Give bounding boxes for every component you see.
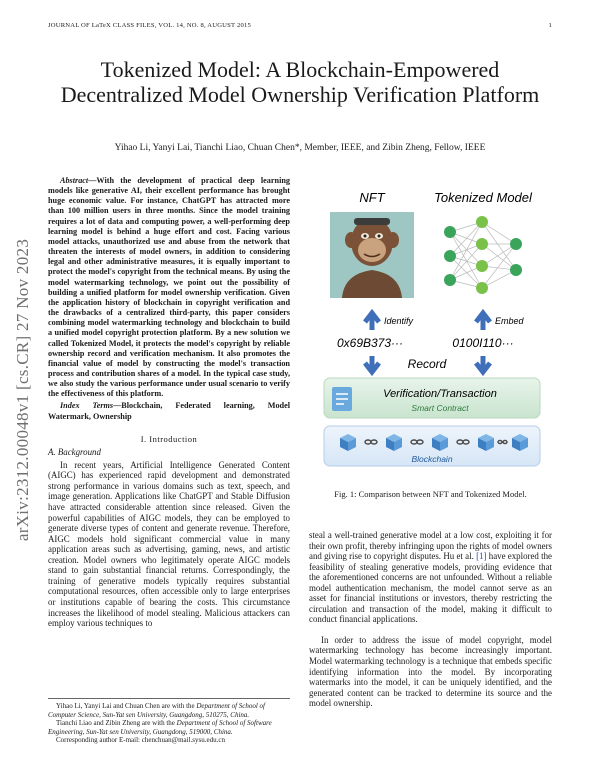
footnote-line-3: Corresponding author E-mail: chenchuan@mail.sysu.edu.cn (56, 736, 225, 744)
journal-line: JOURNAL OF LaTeX CLASS FILES, VOL. 14, NO. 8, AUGUST 2015 (48, 22, 251, 29)
index-terms (48, 401, 290, 421)
citation-link[interactable]: [1] (476, 551, 487, 562)
arxiv-identifier: arXiv:2312.00048v1 [cs.CR] 27 Nov 2023 (13, 238, 32, 542)
footnote-line-2: Tianchi Liao and Zibin Zheng are with the Department of School of Software Engineering, Sun-Yat sen University, Guangdong, 519000, China. (48, 719, 272, 736)
network-nodes (444, 216, 522, 294)
right-column (309, 530, 552, 709)
index-terms-text: —Blockchain, Federated learning, Model Watermark, Ownership (48, 401, 290, 421)
footnote-line-1: Yihao Li, Yanyi Lai and Chuan Chen are with the Department of School of Computer Science, Sun-Yat sen University, Guangdong, 510275, China. (48, 702, 266, 719)
identify-label: Identify (384, 316, 414, 326)
verification-icon (332, 387, 352, 411)
footnote (48, 698, 290, 745)
identify-arrow-icon (365, 313, 379, 330)
watermark-paragraph: In order to address the issue of model copyright, model watermarking technology has become increasingly important. Model watermarking technology is a technique that embeds specific identifying information into the model. By incorporating watermarks into the model, it can be uniquely identified, and the generated content can be tracked to determine its source and the model ownership. (309, 634, 552, 709)
section-heading: I. Introduction (140, 433, 198, 444)
nft-heading: NFT (359, 190, 385, 205)
verification-label: Verification/Transaction (383, 388, 497, 400)
subsection-heading: A. Background (48, 447, 101, 458)
record-arrow-left-icon (365, 356, 379, 372)
abstract-label: Abstract (60, 176, 89, 185)
running-header (48, 22, 552, 29)
figure-1 (320, 182, 544, 470)
page-number: 1 (548, 22, 552, 29)
left-column (48, 176, 290, 629)
author-list: Yihao Li, Yanyi Lai, Tianchi Liao, Chuan Chen*, Member, IEEE, and Zibin Zheng, Fellow, IEEE (114, 143, 486, 153)
abstract (48, 176, 290, 399)
record-arrow-right-icon (476, 356, 490, 372)
background-paragraph: In recent years, Artificial Intelligence Generated Content (AIGC) has experienced rapid development and demonstrated strong performance in various domains such as text, speech, and image generation. Applications like ChatGPT and Stable Diffusion have attracted considerable attention since released. Given the powerful capabilities of AIGC models, they can be employed to generate diverse types of content and generate revenue. Therefore, AIGC models hold significant commercial value in many application areas such as advertising, gaming, news, and artistic creation. Model owners who legitimately operate AIGC models stand to gain substantial financial returns. Correspondingly, the training of generative models typically requires substantial computational resources, often accessible only to large enterprises or institutions capable of bearing the costs. This circumstance increases the likelihood of model stealing. Malicious attackers can employ various techniques to (48, 459, 290, 629)
watermark-bits-text: 0100I110··· (452, 336, 514, 350)
intro-paragraph-continued: steal a well-trained generative model at a low cost, exploiting it for their own profit, thereby infringing upon the rights of model owners and giving rise to copyright disputes. Hu et al. [1] have explored the feasibility of stealing generative models, providing evidence that the aforementioned concerns are not unfounded. Without a reliable model authentication mechanism, the model cannot serve as an asset for financial institutions or investors, thereby restricting the circulation and transaction of the model, making it difficult to conduct financial applications. (309, 530, 552, 625)
embed-label: Embed (495, 316, 524, 326)
ape-nft-icon (330, 212, 414, 298)
smart-contract-label: Smart Contract (411, 403, 469, 413)
blockchain-label: Blockchain (411, 454, 453, 464)
embed-arrow-icon (476, 313, 490, 330)
neural-network-icon (450, 222, 516, 288)
figure-caption: Fig. 1: Comparison between NFT and Tokenized Model. (334, 489, 527, 499)
abstract-text: —With the development of practical deep learning models like generative AI, their excellent performance has brought huge economic value. For instance, ChatGPT has attracted more than 100 million users in three months. Since the model training requires a lot of data and computing power, a well-performing deep learning model is behind a huge effort and cost. Facing various model attacks, unauthorized use and abuse from the network that threaten the interests of model owners, in addition to considering legal and other administrative measures, it is equally important to protect the model's copyright from the technical means. By using the model watermarking technology, we point out the possibility of building a unified platform for model ownership verification. Given the application history of blockchain in copyright verification and the drawbacks of a centralized third-party, this paper considers combining model watermarking technology and blockchain to build a unified model copyright protection platform. By a new solution we called Tokenized Model, it protects the model's copyright by reliable ownership record and verification mechanism. It also promotes the financial value of model by constructing the model's transaction process and contribution shares of a model. In the typical case study, we also study the various performance under usual scenario to verify the effectiveness of this platform. (48, 176, 290, 399)
record-label: Record (407, 357, 447, 371)
nft-hash-text: 0x69B373··· (336, 336, 404, 350)
arxiv-side-stamp (12, 200, 34, 580)
tokenized-model-heading: Tokenized Model (434, 190, 532, 205)
index-terms-label: Index Terms (60, 401, 114, 411)
paper-title: Tokenized Model: A Blockchain-Empowered Decentralized Model Ownership Verification Platform (60, 57, 540, 107)
figure-diagram (320, 182, 544, 470)
